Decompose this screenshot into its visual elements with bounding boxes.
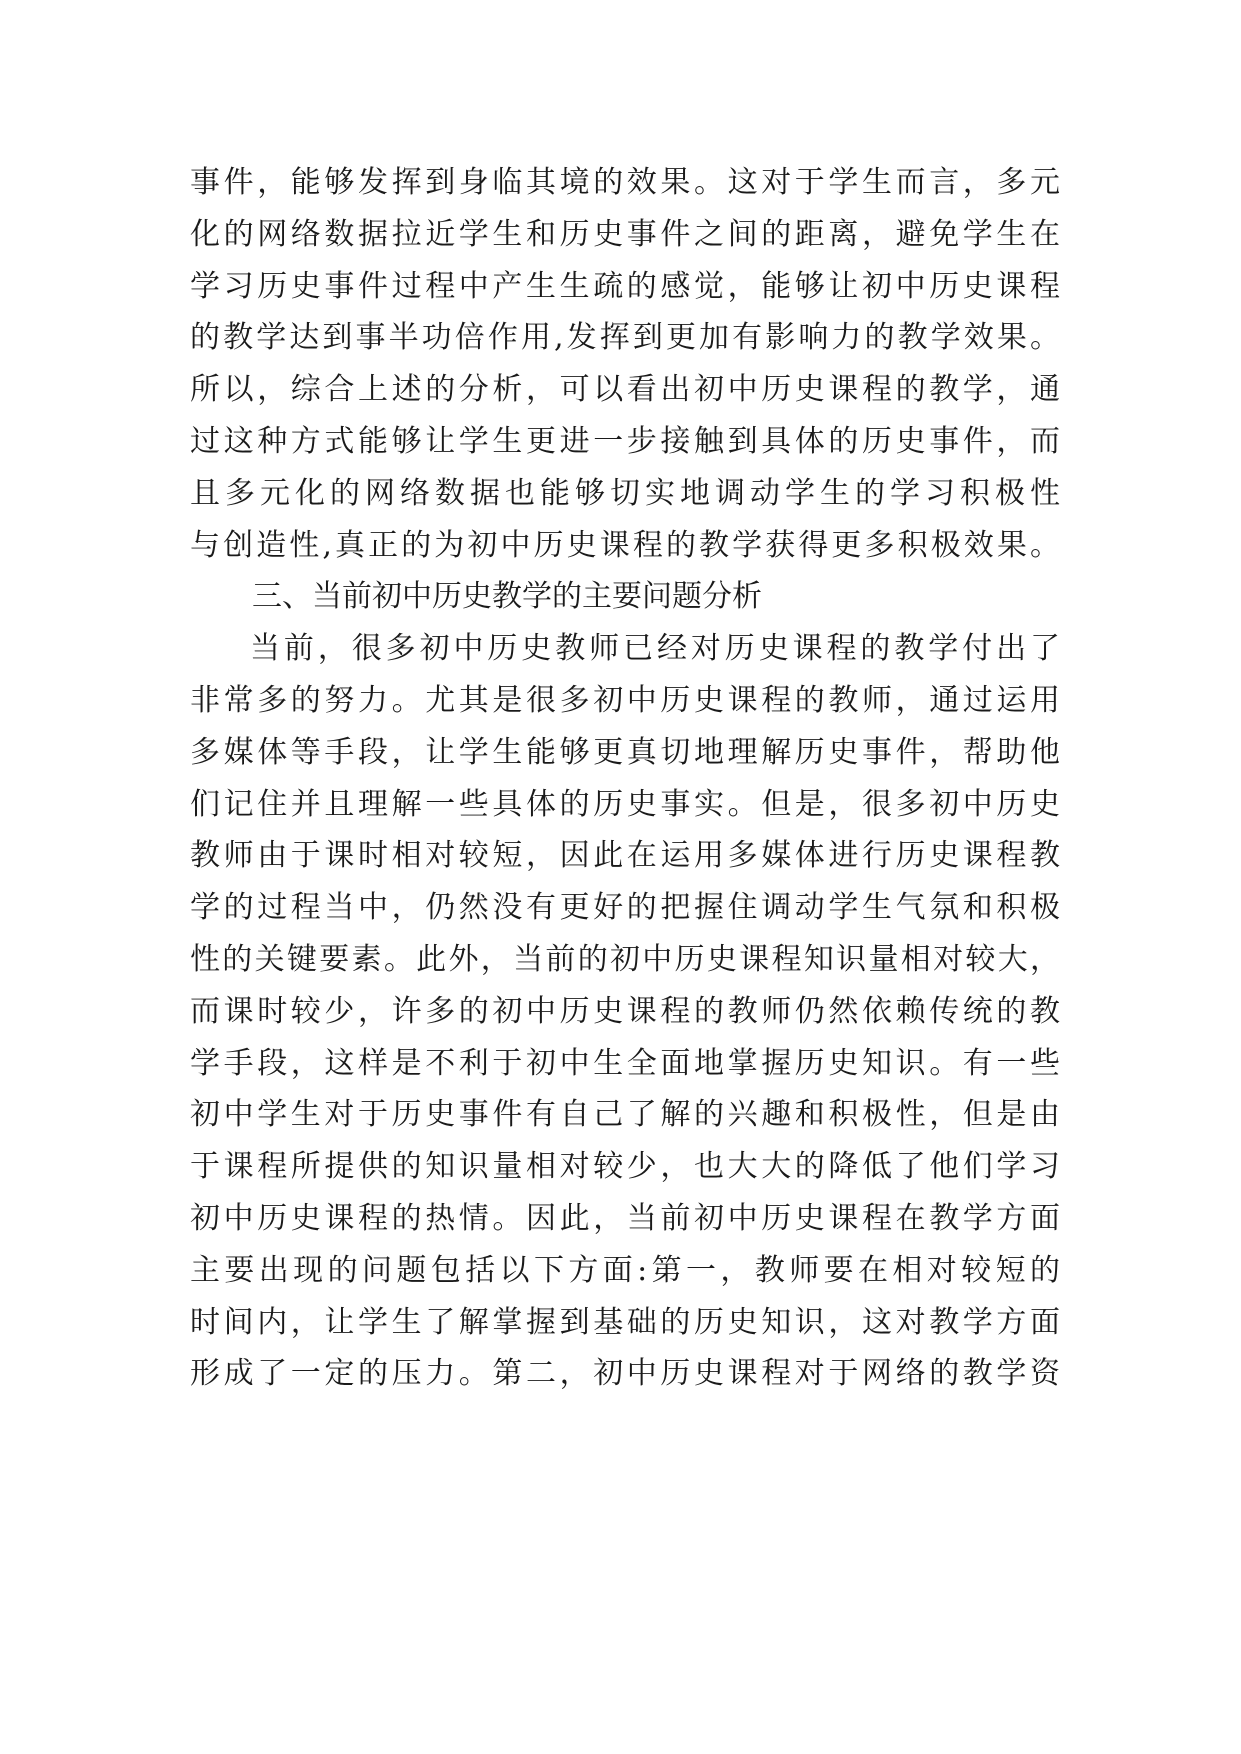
- text-line: 形成了一定的压力。第二，初中历史课程对于网络的教学资: [190, 1356, 1060, 1392]
- text-line: 性的关键要素。此外，当前的初中历史课程知识量相对较大，: [190, 941, 1060, 977]
- text-line: 初中历史课程的热情。因此，当前初中历史课程在教学方面: [190, 1200, 1060, 1236]
- text-line: 当前，很多初中历史教师已经对历史课程的教学付出了: [250, 631, 1060, 667]
- text-line: 事件，能够发挥到身临其境的效果。这对于学生而言，多元: [190, 165, 1060, 200]
- text-line: 的教学达到事半功倍作用,发挥到更加有影响力的教学效果。: [190, 320, 1060, 356]
- text-line: 非常多的努力。尤其是很多初中历史课程的教师，通过运用: [190, 682, 1060, 718]
- text-line: 且多元化的网络数据也能够切实地调动学生的学习积极性: [190, 475, 1060, 511]
- text-line: 过这种方式能够让学生更进一步接触到具体的历史事件，而: [190, 423, 1060, 459]
- text-line: 化的网络数据拉近学生和历史事件之间的距离，避免学生在: [190, 216, 1060, 252]
- document-body: [190, 157, 1060, 1400]
- text-line: 学手段，这样是不利于初中生全面地掌握历史知识。有一些: [190, 1045, 1060, 1081]
- text-line: 于课程所提供的知识量相对较少，也大大的降低了他们学习: [190, 1149, 1060, 1185]
- text-line: 主要出现的问题包括以下方面:第一，教师要在相对较短的: [190, 1252, 1060, 1288]
- text-line: 初中学生对于历史事件有自己了解的兴趣和积极性，但是由: [190, 1097, 1060, 1133]
- text-line: 们记住并且理解一些具体的历史事实。但是，很多初中历史: [190, 786, 1060, 822]
- paragraph-continued: [190, 157, 1060, 571]
- text-line: 教师由于课时相对较短，因此在运用多媒体进行历史课程教: [190, 838, 1060, 874]
- paragraph-section-three: [190, 623, 1060, 1400]
- text-line: 时间内，让学生了解掌握到基础的历史知识，这对教学方面: [190, 1304, 1060, 1340]
- text-line: 多媒体等手段，让学生能够更真切地理解历史事件，帮助他: [190, 734, 1060, 770]
- text-line: 而课时较少，许多的初中历史课程的教师仍然依赖传统的教: [190, 993, 1060, 1029]
- section-heading: 三、当前初中历史教学的主要问题分析: [252, 579, 762, 615]
- text-line: 所以，综合上述的分析，可以看出初中历史课程的教学，通: [190, 372, 1060, 408]
- text-line: 学习历史事件过程中产生生疏的感觉，能够让初中历史课程: [190, 268, 1060, 304]
- text-line: 学的过程当中，仍然没有更好的把握住调动学生气氛和积极: [190, 890, 1060, 926]
- text-line: 与创造性,真正的为初中历史课程的教学获得更多积极效果。: [190, 527, 1060, 563]
